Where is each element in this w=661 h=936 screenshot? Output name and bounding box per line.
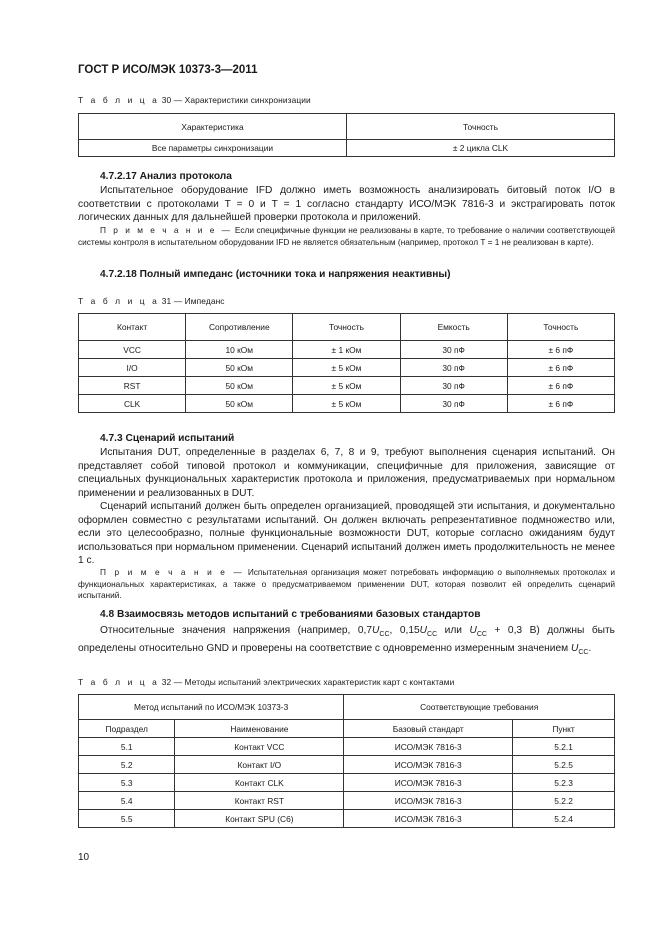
table-cell: 5.1	[79, 738, 175, 756]
table-cell: VCC	[79, 341, 186, 359]
table-32	[78, 694, 615, 828]
table-31	[78, 313, 615, 413]
table-group-header: Соответствующие требования	[344, 695, 615, 720]
caption-text: 30 — Характеристики синхронизации	[161, 95, 311, 105]
table-header-cell: Контакт	[79, 314, 186, 341]
table-cell: ИСО/МЭК 7816-3	[344, 792, 513, 810]
note-4-7-3: П р и м е ч а н и е — Испытательная организация может потребовать информацию о выполняемых протоколах и функциональных характеристиках, а также о предусматриваемом применении DUT, которая позволит ей определить сценарий испытаний.	[78, 567, 616, 601]
table-row	[79, 738, 615, 756]
table-cell: CLK	[79, 395, 186, 413]
table-cell: ± 1 кОм	[293, 341, 400, 359]
table-group-header: Метод испытаний по ИСО/МЭК 10373-3	[79, 695, 344, 720]
section-4-8-text: Относительные значения напряжения (например, $0,7U_{CC}$, $0,15U_{CC}$ или $U_{CC} + 0,3$ В) должны быть определены относительно GND и проверены на соответствие с одновременно измеренным значением $U_{CC}$.	[78, 625, 615, 656]
table-cell: Контакт RST	[175, 792, 344, 810]
caption-prefix: Т а б л и ц а	[78, 95, 160, 105]
table-cell: 10 кОм	[186, 341, 293, 359]
table-cell: Контакт I/O	[175, 756, 344, 774]
section-4-8-title: 4.8 Взаимосвязь методов испытаний с требованиями базовых стандартов	[100, 609, 481, 620]
table-cell: ± 5 кОм	[293, 377, 400, 395]
table-cell: ± 6 пФ	[507, 341, 614, 359]
table-header-cell: Точность	[293, 314, 400, 341]
table-row	[79, 810, 615, 828]
table-row	[79, 792, 615, 810]
note-4-7-2-17: П р и м е ч а н и е — Если специфичные функции не реализованы в карте, то требование о наличии соответствующей системы контроля в испытательном оборудовании IFD не является обязательным (например, протокол T = 1 не реализован в карте).	[78, 225, 616, 247]
table-cell: ИСО/МЭК 7816-3	[344, 774, 513, 792]
table-cell: Контакт VCC	[175, 738, 344, 756]
table-cell: ИСО/МЭК 7816-3	[344, 756, 513, 774]
table-row	[79, 756, 615, 774]
table-cell: Контакт CLK	[175, 774, 344, 792]
table-cell: 5.2.1	[513, 738, 615, 756]
section-4-7-2-17-title: 4.7.2.17 Анализ протокола	[100, 171, 232, 182]
section-4-7-3-title: 4.7.3 Сценарий испытаний	[100, 433, 235, 444]
table-header-cell: Емкость	[400, 314, 507, 341]
table-cell: 30 пФ	[400, 395, 507, 413]
table-cell: 5.4	[79, 792, 175, 810]
table-cell: 50 кОм	[186, 395, 293, 413]
table-32-caption: Т а б л и ц а 32 — Методы испытаний электрических характеристик карт с контактами	[78, 677, 455, 687]
table-cell: 30 пФ	[400, 341, 507, 359]
table-row	[79, 395, 615, 413]
table-cell: ± 5 кОм	[293, 359, 400, 377]
table-cell: 5.2.3	[513, 774, 615, 792]
document-header: ГОСТ Р ИСО/МЭК 10373-3—2011	[78, 64, 258, 76]
table-header-cell: Пункт	[513, 720, 615, 738]
table-cell: RST	[79, 377, 186, 395]
table-cell: I/O	[79, 359, 186, 377]
table-cell: ± 6 пФ	[507, 395, 614, 413]
table-cell: ± 6 пФ	[507, 359, 614, 377]
table-cell: ± 5 кОм	[293, 395, 400, 413]
section-4-7-2-18-title: 4.7.2.18 Полный импеданс (источники тока и напряжения неактивны)	[100, 269, 451, 280]
page-number: 10	[78, 852, 90, 863]
table-30	[78, 113, 615, 157]
table-31-caption: Т а б л и ц а 31 — Импеданс	[78, 296, 225, 306]
table-cell: ± 2 цикла CLK	[347, 140, 615, 157]
table-row	[79, 140, 615, 157]
table-row	[79, 377, 615, 395]
table-row	[79, 359, 615, 377]
table-30-caption	[78, 95, 615, 105]
section-4-7-3-para-2: Сценарий испытаний должен быть определен организацией, проводящей эти испытания, и документально оформлен совместно с результатами испытаний. Он должен включать репрезентативное подмножество или, если это целесообразно, полные функциональные возможности DUT, которые согласно ожиданиям будут использоваться при нормальном применении. Сценарий испытаний должен иметь продолжительность не менее 1 с.	[78, 501, 615, 566]
table-row	[79, 341, 615, 359]
section-4-7-2-17-text: Испытательное оборудование IFD должно иметь возможность анализировать битовый поток I/O в соответствии с протоколами T = 0 и T = 1 согласно стандарту ИСО/МЭК 7816-3 и экстрагировать поток логических данных для дальнейшей проверки протокола и приложений.	[78, 185, 615, 223]
table-cell: 5.2.4	[513, 810, 615, 828]
table-cell: ± 6 пФ	[507, 377, 614, 395]
table-header-cell: Точность	[507, 314, 614, 341]
table-cell: ИСО/МЭК 7816-3	[344, 738, 513, 756]
table-header-cell: Базовый стандарт	[344, 720, 513, 738]
table-cell: 50 кОм	[186, 377, 293, 395]
section-4-7-3-para-1: Испытания DUT, определенные в разделах 6, 7, 8 и 9, требуют выполнения сценария испытаний. Он представляет собой типовой протокол и коммуникации, специфичные для приложения, зависящие от специальных функциональных характеристик протокола и приложения, предусматриваемых при нормальном применении и реализованных в DUT.	[78, 447, 615, 499]
table-header-cell: Сопротивление	[186, 314, 293, 341]
table-cell: 30 пФ	[400, 377, 507, 395]
table-cell: 5.2	[79, 756, 175, 774]
table-header-cell: Подраздел	[79, 720, 175, 738]
table-cell: 50 кОм	[186, 359, 293, 377]
table-cell: 5.2.5	[513, 756, 615, 774]
table-cell: Контакт SPU (C6)	[175, 810, 344, 828]
table-header-cell: Точность	[347, 114, 615, 140]
table-row	[79, 774, 615, 792]
table-header-cell: Наименование	[175, 720, 344, 738]
table-cell: ИСО/МЭК 7816-3	[344, 810, 513, 828]
table-cell: 30 пФ	[400, 359, 507, 377]
table-cell: 5.5	[79, 810, 175, 828]
table-header-cell: Характеристика	[79, 114, 347, 140]
table-cell: 5.3	[79, 774, 175, 792]
table-cell: 5.2.2	[513, 792, 615, 810]
table-cell: Все параметры синхронизации	[79, 140, 347, 157]
